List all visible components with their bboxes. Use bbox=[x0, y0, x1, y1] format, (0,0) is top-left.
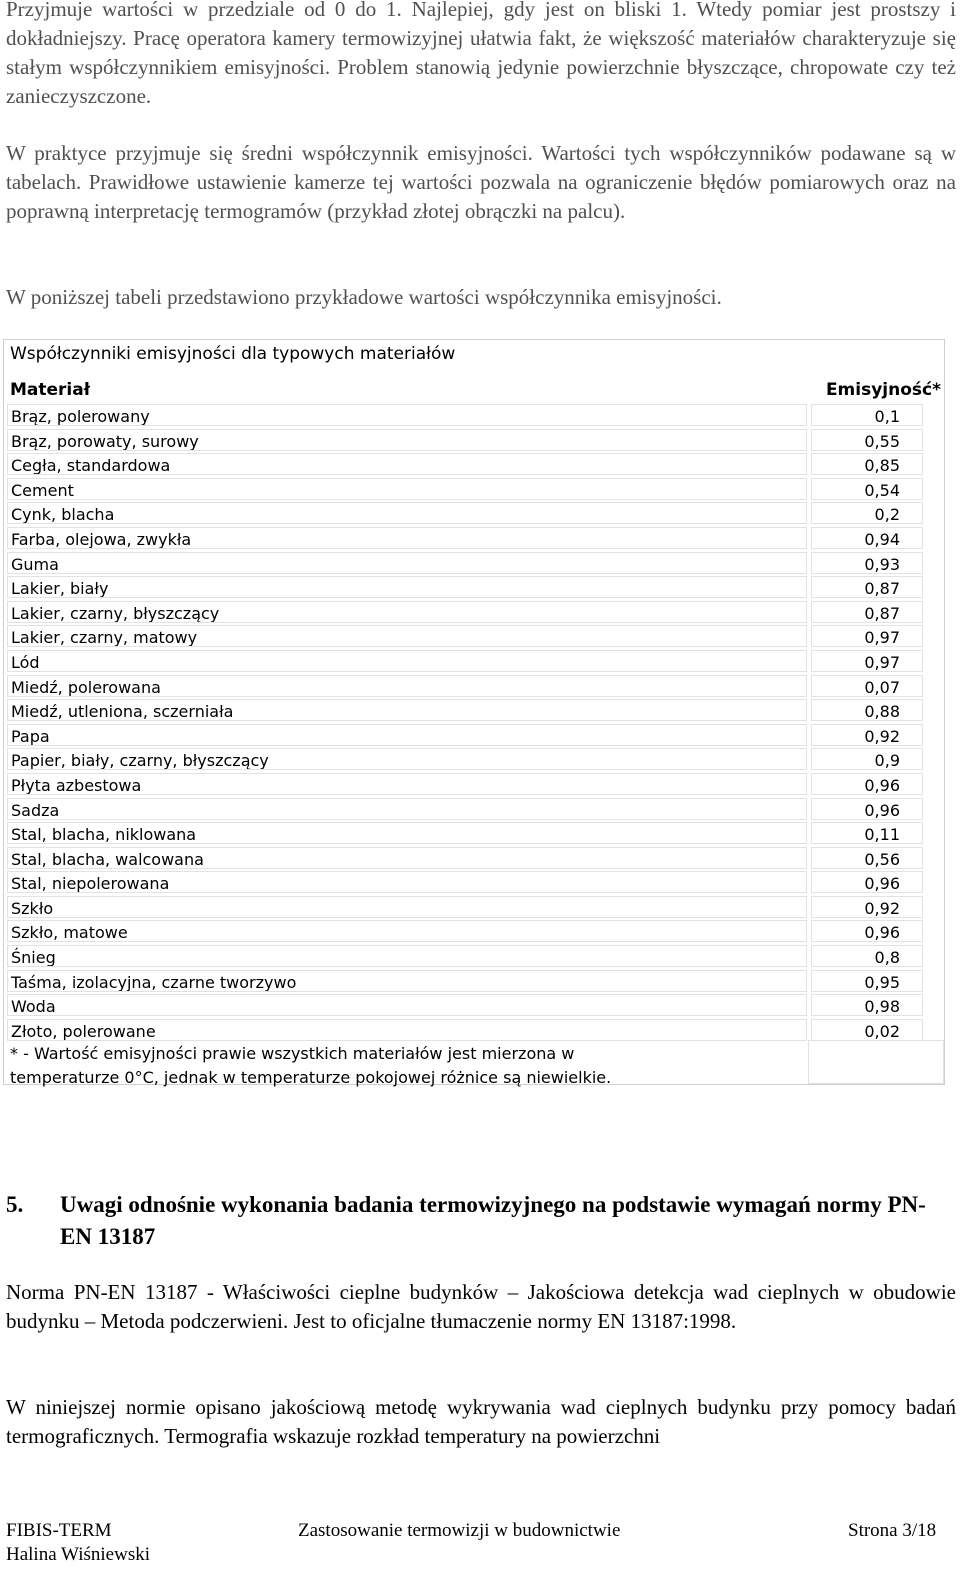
table-row bbox=[7, 576, 941, 601]
table-row bbox=[7, 601, 941, 626]
material-cell: Szkło bbox=[7, 896, 807, 918]
material-cell: Cegła, standardowa bbox=[7, 453, 807, 475]
table-row bbox=[7, 699, 941, 724]
emissivity-table bbox=[3, 339, 945, 1085]
footnote-line-1: * - Wartość emisyjności prawie wszystkich materiałów jest mierzona w bbox=[10, 1044, 575, 1063]
table-row bbox=[7, 970, 941, 995]
material-cell: Cement bbox=[7, 478, 807, 500]
table-row bbox=[7, 822, 941, 847]
paragraph-emissivity-range: Przyjmuje wartości w przedziale od 0 do 1. Najlepiej, gdy jest on bliski 1. Wtedy pomiar jest prostszy i dokładniejszy. Pracę operatora kamery termowizyjnej ułatwia fakt, że większość materiałów charakteryzuje się stałym współczynnikiem emisyjności. Problem stanowią jedynie powierzchnie błyszczące, chropowate czy też zanieczyszczone. bbox=[6, 0, 956, 108]
table-row bbox=[7, 724, 941, 749]
material-cell: Miedź, utleniona, sczerniała bbox=[7, 699, 807, 721]
emissivity-cell: 0,97 bbox=[811, 650, 923, 672]
header-material: Materiał bbox=[10, 380, 91, 400]
material-cell: Guma bbox=[7, 552, 807, 574]
emissivity-cell: 0,96 bbox=[811, 871, 923, 893]
paragraph-table-intro: W poniższej tabeli przedstawiono przykładowe wartości współczynnika emisyjności. bbox=[6, 285, 722, 309]
emissivity-cell: 0,96 bbox=[811, 773, 923, 795]
emissivity-cell: 0,11 bbox=[811, 822, 923, 844]
table-row bbox=[7, 552, 941, 577]
footnote-empty-cell bbox=[808, 1040, 944, 1084]
table-title: Współczynniki emisyjności dla typowych materiałów bbox=[10, 344, 456, 364]
table-row bbox=[7, 896, 941, 921]
emissivity-cell: 0,93 bbox=[811, 552, 923, 574]
material-cell: Brąz, porowaty, surowy bbox=[7, 429, 807, 451]
material-cell: Lód bbox=[7, 650, 807, 672]
material-cell: Płyta azbestowa bbox=[7, 773, 807, 795]
emissivity-cell: 0,55 bbox=[811, 429, 923, 451]
material-cell: Stal, niepolerowana bbox=[7, 871, 807, 893]
material-cell: Śnieg bbox=[7, 945, 807, 967]
table-row bbox=[7, 1019, 941, 1044]
material-cell: Papa bbox=[7, 724, 807, 746]
table-row bbox=[7, 994, 941, 1019]
table-row bbox=[7, 502, 941, 527]
material-cell: Sadza bbox=[7, 798, 807, 820]
table-row bbox=[7, 675, 941, 700]
emissivity-cell: 0,85 bbox=[811, 453, 923, 475]
material-cell: Lakier, czarny, matowy bbox=[7, 625, 807, 647]
emissivity-cell: 0,54 bbox=[811, 478, 923, 500]
material-cell: Złoto, polerowane bbox=[7, 1019, 807, 1041]
table-row bbox=[7, 945, 941, 970]
material-cell: Cynk, blacha bbox=[7, 502, 807, 524]
emissivity-cell: 0,92 bbox=[811, 724, 923, 746]
emissivity-cell: 0,07 bbox=[811, 675, 923, 697]
material-cell: Brąz, polerowany bbox=[7, 404, 807, 426]
emissivity-cell: 0,02 bbox=[811, 1019, 923, 1041]
material-cell: Taśma, izolacyjna, czarne tworzywo bbox=[7, 970, 807, 992]
footer-doc-title: Zastosowanie termowizji w budownictwie bbox=[298, 1520, 621, 1541]
paragraph-norm-description: Norma PN-EN 13187 - Właściwości cieplne budynków – Jakościowa detekcja wad cieplnych w obudowie budynku – Metoda podczerwieni. Jest to oficjalne tłumaczenie normy EN 13187:1998. bbox=[6, 1280, 956, 1333]
footer-company: FIBIS-TERM bbox=[6, 1520, 112, 1541]
emissivity-cell: 0,92 bbox=[811, 896, 923, 918]
table-row bbox=[7, 625, 941, 650]
section-title: Uwagi odnośnie wykonania badania termowizyjnego na podstawie wymagań normy PN-EN 13187 bbox=[60, 1192, 926, 1249]
material-cell: Farba, olejowa, zwykła bbox=[7, 527, 807, 549]
emissivity-cell: 0,94 bbox=[811, 527, 923, 549]
table-row bbox=[7, 773, 941, 798]
table-row bbox=[7, 404, 941, 429]
table-row bbox=[7, 871, 941, 896]
table-row bbox=[7, 429, 941, 454]
table-row bbox=[7, 527, 941, 552]
section-number: 5. bbox=[6, 1192, 24, 1217]
material-cell: Szkło, matowe bbox=[7, 920, 807, 942]
emissivity-cell: 0,56 bbox=[811, 847, 923, 869]
material-cell: Lakier, biały bbox=[7, 576, 807, 598]
emissivity-cell: 0,1 bbox=[811, 404, 923, 426]
material-cell: Stal, blacha, niklowana bbox=[7, 822, 807, 844]
table-row bbox=[7, 920, 941, 945]
material-cell: Lakier, czarny, błyszczący bbox=[7, 601, 807, 623]
emissivity-cell: 0,95 bbox=[811, 970, 923, 992]
emissivity-cell: 0,96 bbox=[811, 920, 923, 942]
paragraph-average-emissivity: W praktyce przyjmuje się średni współczynnik emisyjności. Wartości tych współczynników podawane są w tabelach. Prawidłowe ustawienie kamerze tej wartości pozwala na ograniczenie błędów pomiarowych oraz na poprawną interpretację termogramów (przykład złotej obrączki na palcu). bbox=[6, 141, 956, 223]
footer-page-number: Strona 3/18 bbox=[848, 1520, 937, 1541]
table-row bbox=[7, 650, 941, 675]
emissivity-cell: 0,96 bbox=[811, 798, 923, 820]
table-footnote bbox=[10, 1042, 800, 1090]
material-cell: Miedź, polerowana bbox=[7, 675, 807, 697]
table-row bbox=[7, 798, 941, 823]
material-cell: Woda bbox=[7, 994, 807, 1016]
emissivity-cell: 0,98 bbox=[811, 994, 923, 1016]
table-row bbox=[7, 847, 941, 872]
emissivity-cell: 0,97 bbox=[811, 625, 923, 647]
table-row bbox=[7, 478, 941, 503]
emissivity-cell: 0,87 bbox=[811, 576, 923, 598]
footnote-line-2: temperaturze 0°C, jednak w temperaturze pokojowej różnice są niewielkie. bbox=[10, 1068, 612, 1087]
emissivity-cell: 0,8 bbox=[811, 945, 923, 967]
table-row bbox=[7, 748, 941, 773]
material-cell: Stal, blacha, walcowana bbox=[7, 847, 807, 869]
emissivity-cell: 0,2 bbox=[811, 502, 923, 524]
table-header-row bbox=[7, 377, 941, 403]
table-body bbox=[7, 404, 941, 1043]
paragraph-norm-method: W niniejszej normie opisano jakościową metodę wykrywania wad cieplnych budynku przy pomocy badań termograficznych. Termografia wskazuje rozkład temperatury na powierzchni bbox=[6, 1395, 956, 1448]
header-emissivity: Emisyjność* bbox=[825, 380, 941, 400]
footer-author: Halina Wiśniewski bbox=[6, 1544, 151, 1565]
emissivity-cell: 0,87 bbox=[811, 601, 923, 623]
emissivity-cell: 0,9 bbox=[811, 748, 923, 770]
emissivity-cell: 0,88 bbox=[811, 699, 923, 721]
table-row bbox=[7, 453, 941, 478]
material-cell: Papier, biały, czarny, błyszczący bbox=[7, 748, 807, 770]
